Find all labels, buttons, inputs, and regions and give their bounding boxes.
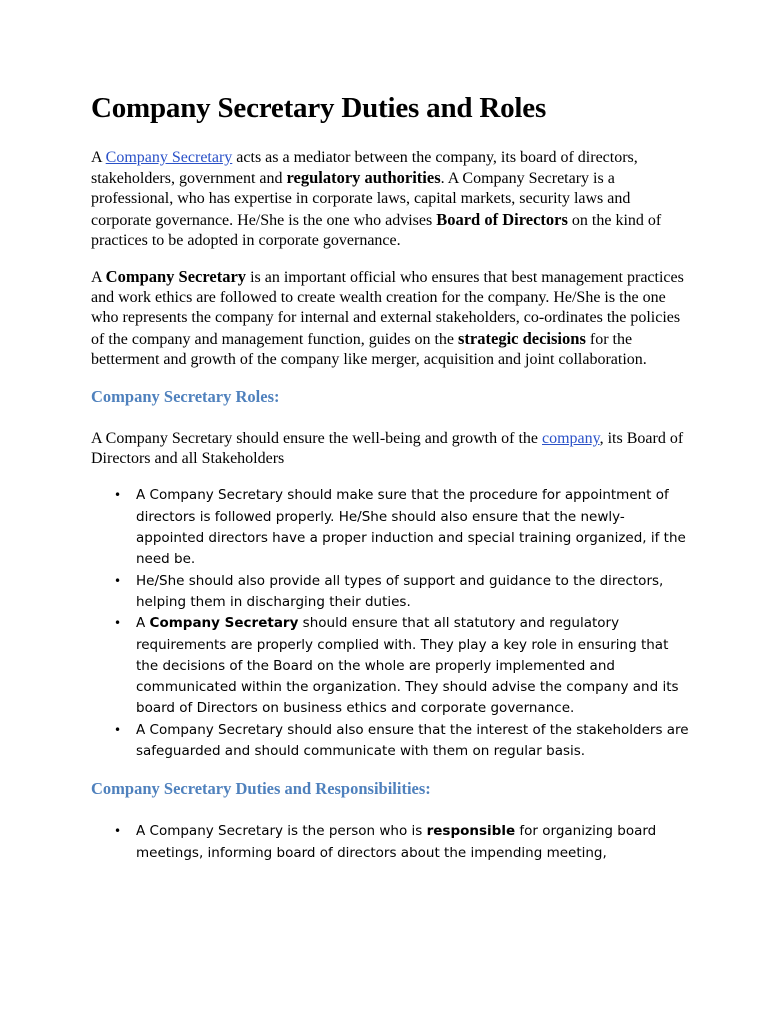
bold-term: strategic decisions: [458, 328, 586, 348]
bold-term: responsible: [426, 823, 516, 840]
intro-paragraph-2: [91, 267, 691, 370]
list-item: [91, 485, 691, 570]
list-item: [91, 571, 691, 614]
text-span: A: [91, 269, 106, 287]
list-item-text: A Company Secretary should make sure that the procedure for appointment of directors is followed properly. He/She should also ensure that the newly-appointed directors have a proper induction and special training organized, if the need be.: [136, 487, 686, 568]
text-span: A Company Secretary should ensure the well-being and growth of the: [91, 430, 542, 448]
bullet-icon: •: [114, 573, 122, 588]
list-item-text: He/She should also provide all types of support and guidance to the directors, helping them in discharging their duties.: [136, 572, 664, 610]
text-span: is an important official who ensures that best management practices and work ethics are followed to create wealth creation for the company. He/She is the one who represents the company for internal and external stakeholders, co-ordinates the policies of the company and management function, guides on the: [91, 269, 684, 348]
company-link[interactable]: company: [542, 430, 600, 448]
list-item: [91, 613, 691, 719]
bullet-icon: •: [114, 488, 122, 503]
bold-term: Company Secretary: [149, 615, 299, 632]
list-item: [91, 821, 691, 864]
bullet-icon: •: [114, 616, 122, 631]
list-item-text: A: [136, 615, 150, 632]
list-item: [91, 720, 691, 763]
list-item-text: A Company Secretary is the person who is: [136, 823, 427, 840]
roles-lead-paragraph: [91, 429, 691, 469]
bold-term: Company Secretary: [105, 267, 247, 287]
text-span: on the kind of practices to be adopted in corporate governance.: [91, 211, 662, 249]
list-item-text: for organizing board meetings, informing board of directors about the impending meeting,: [136, 823, 657, 861]
list-item-text: A Company Secretary should also ensure that the interest of the stakeholders are safeguarded and should communicate with them on regular basis.: [136, 721, 689, 759]
bullet-icon: •: [114, 824, 122, 839]
document-page: [91, 88, 691, 880]
page-title: Company Secretary Duties and Roles: [91, 92, 547, 124]
roles-list: [91, 485, 691, 762]
bullet-icon: •: [114, 722, 122, 737]
company-secretary-link[interactable]: Company Secretary: [105, 149, 233, 166]
text-span: for the betterment and growth of the company like merger, acquisition and joint collaboration.: [91, 330, 647, 368]
text-span: A: [91, 149, 106, 166]
bold-term: regulatory authorities: [286, 168, 441, 188]
duties-list: [91, 821, 691, 864]
roles-heading: Company Secretary Roles:: [91, 387, 280, 407]
duties-heading: Company Secretary Duties and Responsibilities:: [91, 779, 431, 799]
bold-term: Board of Directors: [436, 209, 568, 229]
list-item-text: should ensure that all statutory and regulatory requirements are properly complied with. They play a key role in ensuring that the decisions of the Board on the whole are properly implemented and communicated within the organization. They should advise the company and its board of Directors on business ethics and corporate governance.: [136, 615, 679, 717]
text-span: , its Board of Directors and all Stakeholders: [91, 430, 684, 468]
text-span: . A Company Secretary is a professional, who has expertise in corporate laws, capital markets, security laws and corporate governance. He/She is the one who advises: [91, 170, 631, 229]
text-span: acts as a mediator between the company, its board of directors, stakeholders, government and: [91, 149, 638, 188]
intro-paragraph-1: [91, 148, 691, 251]
